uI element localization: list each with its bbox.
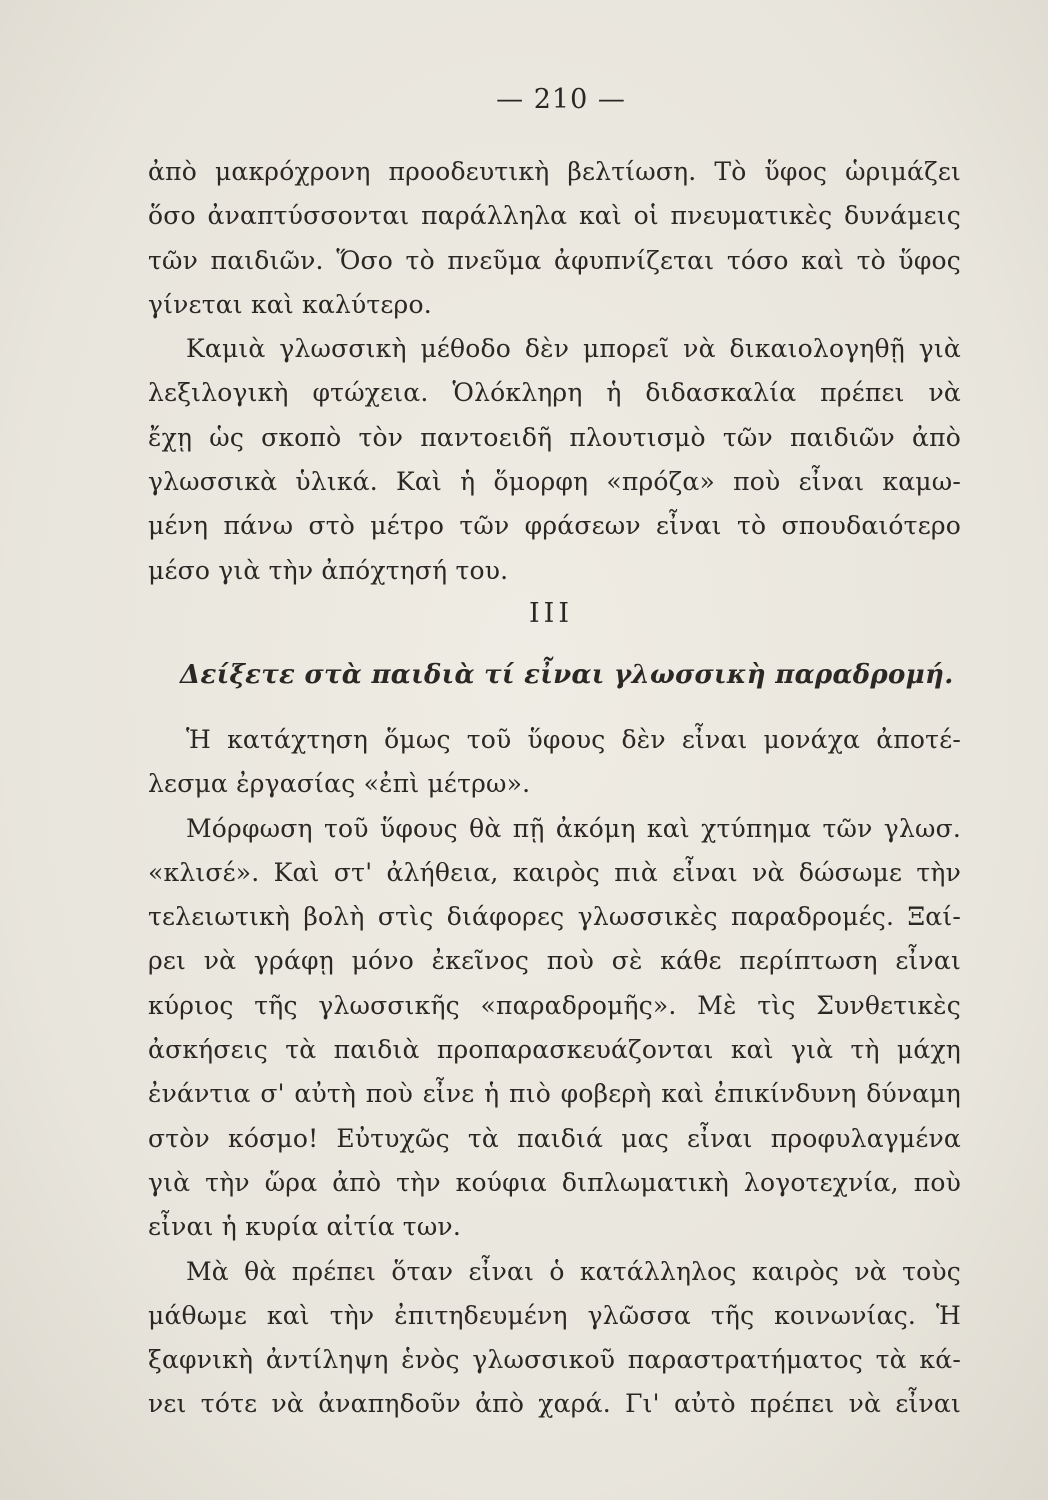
paragraph — [148, 150, 961, 327]
text-line: «κλισέ». Καὶ στ' ἀλήθεια, καιρὸς πιὰ εἶναι νὰ δώσωμε τὴν — [148, 857, 961, 887]
section-number: III — [529, 598, 573, 629]
text-line: ἔχῃ ὡς σκοπὸ τὸν παντοειδῆ πλουτισμὸ τῶν παιδιῶν ἀπὸ — [148, 422, 961, 452]
paragraph — [148, 807, 961, 1250]
paragraph — [148, 718, 961, 807]
text-line: Καμιὰ γλωσσικὴ μέθοδο δὲν μπορεῖ νὰ δικαιολογηθῇ γιὰ — [186, 334, 961, 364]
text-line: ὅσο ἀναπτύσσονται παράλληλα καὶ οἱ πνευματικὲς δυνάμεις — [148, 201, 961, 231]
text-line: ξαφνικὴ ἀντίληψη ἑνὸς γλωσσικοῦ παραστρατήματος τὰ κά- — [148, 1345, 961, 1375]
text-line: μένη πάνω στὸ μέτρο τῶν φράσεων εἶναι τὸ σπουδαιότερο — [148, 511, 961, 541]
text-line: μέσο γιὰ τὴν ἀπόχτησή του. — [148, 555, 509, 585]
text-line: γίνεται καὶ καλύτερο. — [148, 289, 432, 319]
text-line: λεξιλογικὴ φτώχεια. Ὁλόκληρη ἡ διδασκαλία πρέπει νὰ — [148, 378, 961, 408]
text-line: κύριος τῆς γλωσσικῆς «παραδρομῆς». Μὲ τὶς Συνθετικὲς — [148, 990, 961, 1020]
text-line: μάθωμε καὶ τὴν ἐπιτηδευμένη γλῶσσα τῆς κοινωνίας. Ἡ — [148, 1300, 961, 1330]
text-line: ἐνάντια σ' αὐτὴ ποὺ εἶνε ἡ πιὸ φοβερὴ καὶ ἐπικίνδυνη δύναμη — [148, 1079, 961, 1109]
text-line: γιὰ τὴν ὥρα ἀπὸ τὴν κούφια διπλωματικὴ λογοτεχνία, ποὺ — [148, 1167, 961, 1197]
text-line: λεσμα ἐργασίας «ἐπὶ μέτρω». — [148, 769, 531, 799]
text-line: γλωσσικὰ ὑλικά. Καὶ ἡ ὅμορφη «πρόζα» ποὺ εἶναι καμω- — [148, 467, 961, 497]
text-block-top — [148, 150, 961, 593]
page-number: — 210 — — [496, 84, 626, 115]
text-line: στὸν κόσμο! Εὐτυχῶς τὰ παιδιά μας εἶναι προφυλαγμένα — [148, 1123, 961, 1153]
text-line: Μὰ θὰ πρέπει ὅταν εἶναι ὁ κατάλληλος καιρὸς νὰ τοὺς — [186, 1256, 961, 1286]
text-line: ἀσκήσεις τὰ παιδιὰ προπαρασκευάζονται καὶ γιὰ τὴ μάχη — [148, 1035, 961, 1065]
text-line: ἀπὸ μακρόχρονη προοδευτικὴ βελτίωση. Τὸ ὕφος ὡριμάζει — [148, 157, 961, 186]
section-title: Δείξετε στὰ παιδιὰ τί εἶναι γλωσσικὴ παραδρομή. — [180, 660, 954, 690]
text-line: τελειωτικὴ βολὴ στὶς διάφορες γλωσσικὲς παραδρομές. Ξαί- — [148, 902, 961, 932]
text-line: τῶν παιδιῶν. Ὅσο τὸ πνεῦμα ἀφυπνίζεται τόσο καὶ τὸ ὕφος — [148, 245, 961, 275]
paragraph — [148, 1250, 961, 1427]
text-line: Μόρφωση τοῦ ὕφους θὰ πῇ ἀκόμη καὶ χτύπημα τῶν γλωσ. — [186, 813, 961, 843]
text-line: Ἡ κατάχτηση ὅμως τοῦ ὕφους δὲν εἶναι μονάχα ἀποτέ- — [186, 725, 961, 754]
text-line: νει τότε νὰ ἀναπηδοῦν ἀπὸ χαρά. Γι' αὐτὸ πρέπει νὰ εἶναι — [148, 1389, 961, 1419]
paragraph — [148, 327, 961, 593]
text-block-bottom — [148, 718, 961, 1427]
text-line: εἶναι ἡ κυρία αἰτία των. — [148, 1212, 461, 1242]
text-line: ρει νὰ γράφῃ μόνο ἐκεῖνος ποὺ σὲ κάθε περίπτωση εἶναι — [148, 946, 961, 976]
